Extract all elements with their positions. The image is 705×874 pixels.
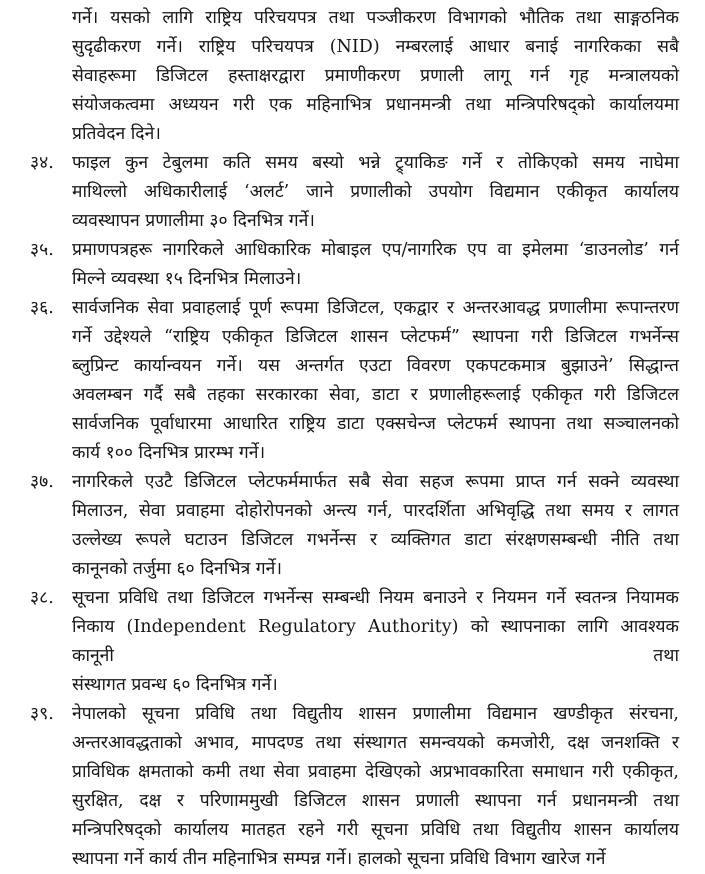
text-line: सेवाहरूमा डिजिटल हस्ताक्षरद्वारा प्रमाणीकरण प्रणाली लागू गर्न गृह मन्त्रालयको — [72, 66, 679, 86]
text-line: संयोजकत्वमा अध्ययन गरी एक महिनाभित्र प्रधानमन्त्री तथा मन्त्रिपरिषद्को कार्यालयमा — [72, 95, 679, 115]
text-line: कानूनको तर्जुमा ६० दिनभित्र गर्ने। — [72, 559, 283, 579]
text-line: मिल्ने व्यवस्था १५ दिनभित्र मिलाउने। — [72, 269, 302, 289]
text-line: व्यवस्थापन प्रणालीमा ३० दिनभित्र गर्ने। — [72, 211, 315, 231]
item-text — [72, 4, 679, 149]
list-item — [30, 700, 679, 874]
item-number: ३४. — [30, 153, 54, 173]
item-text — [72, 468, 679, 584]
text-line: संस्थागत प्रवन्ध ६० दिनभित्र गर्ने। — [72, 675, 278, 695]
list-item — [30, 468, 679, 584]
item-text — [72, 700, 679, 874]
text-line: स्थापना गर्ने कार्य तीन महिनाभित्र सम्पन्न गर्ने। हालको सूचना प्रविधि विभाग खारेज गर्ने — [72, 849, 606, 869]
item-text — [72, 294, 679, 468]
text-line: ब्लुप्रिन्ट कार्यान्वयन गर्ने। यस अन्तर्गत एउटा विवरण एकपटकमात्र बुझाउने’ सिद्धान्त — [72, 356, 679, 376]
paragraph-continuation — [30, 4, 679, 149]
text-line: अन्तरआवद्धताको अभाव, मापदण्ड तथा संस्थागत समन्वयको कमजोरी, दक्ष जनशक्ति र — [72, 733, 679, 753]
text-line: नेपालको सूचना प्रविधि तथा विद्युतीय शासन प्रणालीमा विद्यमान खण्डीकृत संरचना, — [72, 704, 679, 724]
item-text — [72, 584, 679, 700]
item-text — [72, 236, 679, 294]
text-line: उल्लेख्य रूपले घटाउन डिजिटल गभर्नेन्स र व्यक्तिगत डाटा संरक्षणसम्बन्धी नीति तथा — [72, 530, 679, 550]
text-line: माथिल्लो अधिकारीलाई ‘अलर्ट’ जाने प्रणालीको उपयोग विद्यमान एकीकृत कार्यालय — [72, 182, 679, 202]
list-item — [30, 236, 679, 294]
text-line: सार्वजनिक पूर्वाधारमा आधारित राष्ट्रिय डाटा एक्सचेन्ज प्लेटफर्म स्थापना तथा सञ्चालनको — [72, 414, 679, 434]
text-line: सूचना प्रविधि तथा डिजिटल गभर्नेन्स सम्बन्धी नियम बनाउने र नियमन गर्ने स्वतन्त्र नियामक — [72, 588, 679, 608]
text-line: सुरक्षित, दक्ष र परिणाममुखी डिजिटल शासन प्रणाली स्थापना गर्न प्रधानमन्त्री तथा — [72, 791, 679, 811]
item-text — [72, 149, 679, 236]
list-item — [30, 294, 679, 468]
item-number: ३५. — [30, 240, 54, 260]
text-line: निकाय (Independent Regulatory Authority) को स्थापनाका लागि आवश्यक कानूनी तथा — [72, 617, 679, 666]
text-line: फाइल कुन टेबुलमा कति समय बस्यो भन्ने ट्र्याकिङ गर्ने र तोकिएको समय नाघेमा — [72, 153, 679, 173]
text-line: गर्ने उद्देश्यले “राष्ट्रिय एकीकृत डिजिटल शासन प्लेटफर्म” स्थापना गरी डिजिटल गभर्नेन्स — [72, 327, 679, 347]
text-line: मिलाउन, सेवा प्रवाहमा दोहोरोपनको अन्त्य गर्न, पारदर्शिता अभिवृद्धि तथा समय र लागत — [72, 501, 679, 521]
item-number: ३९. — [30, 704, 54, 724]
list-item — [30, 149, 679, 236]
text-line: सुदृढीकरण गर्ने। राष्ट्रिय परिचयपत्र (NID) नम्बरलाई आधार बनाई नागरिकका सबै — [72, 37, 679, 57]
text-line: सार्वजनिक सेवा प्रवाहलाई पूर्ण रूपमा डिजिटल, एकद्वार र अन्तरआवद्ध प्रणालीमा रूपान्तरण — [72, 298, 679, 318]
text-line: प्रतिवेदन दिने। — [72, 124, 161, 144]
item-number: ३६. — [30, 298, 54, 318]
item-number: ३८. — [30, 588, 54, 608]
document-body — [30, 4, 679, 874]
text-line: गर्ने। यसको लागि राष्ट्रिय परिचयपत्र तथा पञ्जीकरण विभागको भौतिक तथा साङ्गठनिक — [72, 8, 679, 28]
text-line: प्राविधिक क्षमताको कमी तथा सेवा प्रवाहमा देखिएको अप्रभावकारिता समाधान गरी एकीकृत, — [72, 762, 679, 782]
item-number: ३७. — [30, 472, 54, 492]
text-line: नागरिकले एउटै डिजिटल प्लेटफर्ममार्फत सबै सेवा सहज रूपमा प्राप्त गर्न सक्ने व्यवस्था — [72, 472, 679, 492]
text-line: कार्य १०० दिनभित्र प्रारम्भ गर्ने। — [72, 443, 266, 463]
text-line: प्रमाणपत्रहरू नागरिकले आधिकारिक मोबाइल एप/नागरिक एप वा इमेलमा ‘डाउनलोड’ गर्न — [72, 240, 679, 260]
list-item — [30, 584, 679, 700]
text-line: मन्त्रिपरिषद्को कार्यालय मातहत रहने गरी सूचना प्रविधि तथा विद्युतीय शासन कार्यालय — [72, 820, 679, 840]
text-line: अवलम्बन गर्दै सबै तहका सरकारका सेवा, डाटा र प्रणालीहरूलाई एकीकृत गरी डिजिटल — [72, 385, 679, 405]
